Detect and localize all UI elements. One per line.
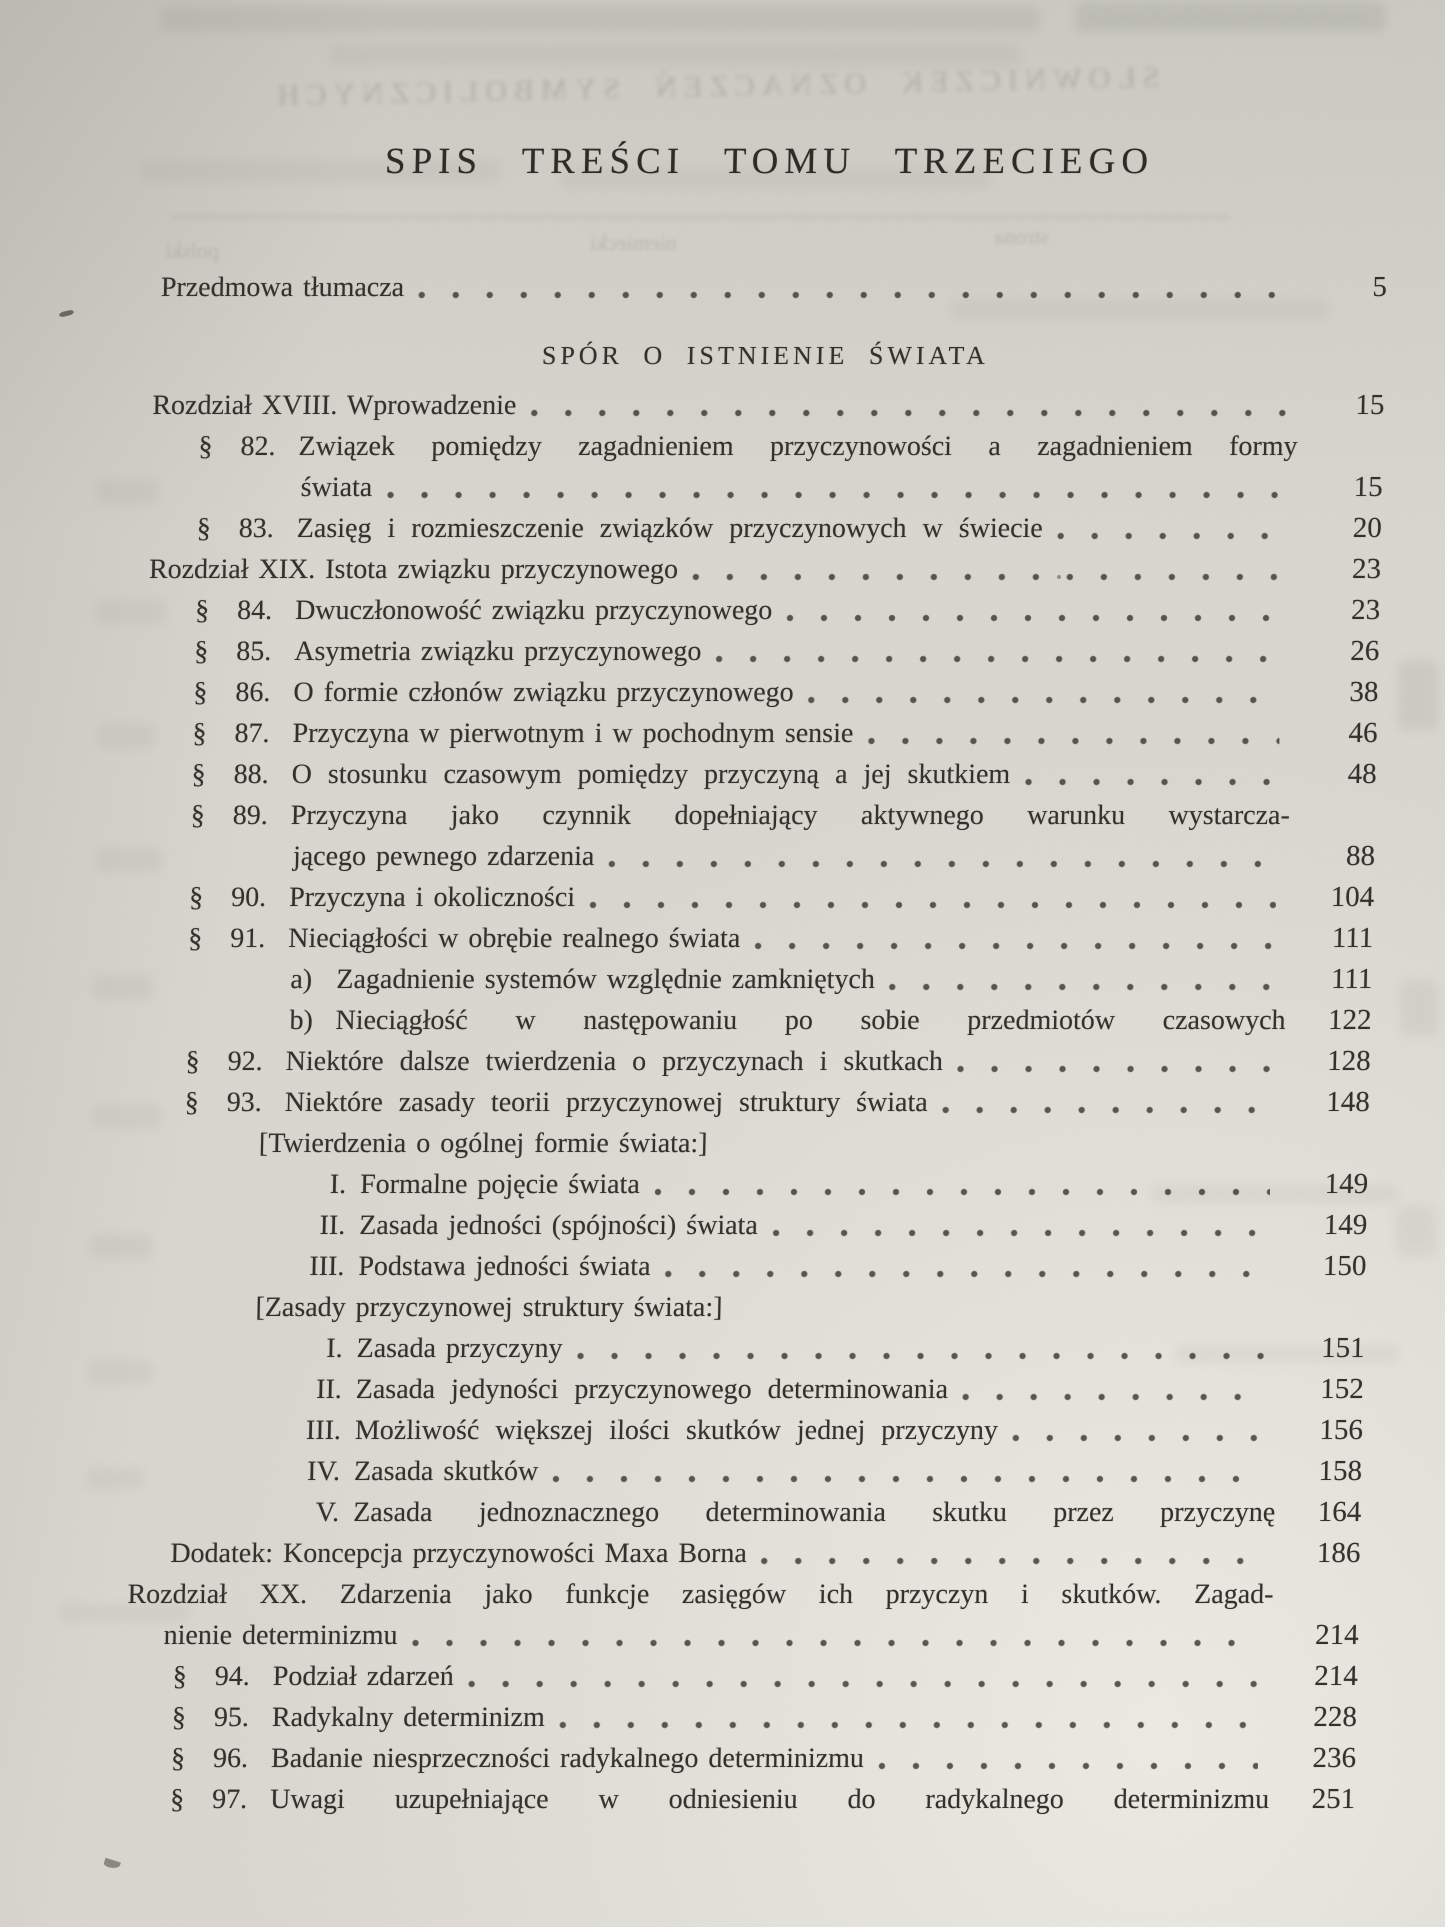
entry-text: Zasada jedyności przyczynowego determinowania (355, 1374, 949, 1405)
page-number: 23 (1350, 594, 1381, 626)
toc-entry (123, 1410, 1364, 1451)
toc-entry (137, 713, 1378, 754)
section-number: 90. (230, 882, 267, 913)
entry-text: Nieciągłości w obrębie realnego świata (287, 923, 741, 954)
toc-entry (135, 795, 1376, 836)
entry-text: Dwuczłonowość związku przyczynowego (294, 595, 773, 626)
bleed-through-smudge (1075, 2, 1385, 32)
part-heading: SPÓR O ISTNIENIE ŚWIATA (541, 341, 990, 370)
toc-entry (127, 1574, 1360, 1615)
section-mark: § (187, 923, 203, 954)
section-mark: § (190, 800, 206, 831)
toc-entry (124, 1328, 1365, 1369)
page-title: SPIS TREŚCI TOMU TRZECIEGO (384, 141, 1155, 182)
page-number: 26 (1349, 635, 1380, 667)
page-number: 20 (1352, 512, 1383, 544)
dot-leader (754, 942, 1275, 950)
toc-entry (255, 1287, 1366, 1328)
entry-text: Zasada jednoznacznego determinowania skutku przez przyczynę (352, 1497, 1276, 1528)
bleed-through-smudge (1398, 660, 1438, 730)
dot-leader (530, 409, 1286, 417)
toc-entry (149, 549, 1382, 590)
entry-text: Niektóre dalsze twierdzenia o przyczynach i skutkach (285, 1046, 944, 1077)
toc-entry (259, 1123, 1370, 1164)
entry-text: Rozdział XVIII. Wprowadzenie (152, 390, 517, 421)
toc-entry (133, 918, 1374, 959)
page-number: 122 (1327, 1004, 1372, 1036)
dot-leader (411, 1639, 1260, 1647)
dot-leader (589, 901, 1276, 909)
entry-text: O stosunku czasowym pomiędzy przyczyną a jej skutkiem (291, 759, 1011, 790)
entry-text: Badanie niesprzeczności radykalnego determinizmu (270, 1743, 865, 1774)
bleed-through-smudge (160, 6, 1040, 32)
page-number: 46 (1348, 717, 1378, 749)
bleed-through-word-niemiecki: niemiecki (590, 230, 677, 255)
entry-text: Nieciągłość w następowaniu po sobie przedmiotów czasowych (335, 1005, 1286, 1036)
section-mark: § (196, 513, 212, 544)
page-number: 214 (1314, 1619, 1360, 1651)
page-number: 48 (1347, 758, 1378, 790)
dot-leader (786, 614, 1282, 622)
section-number: 83. (238, 513, 275, 544)
section-number: 84. (236, 595, 273, 626)
page-number: 251 (1311, 1783, 1356, 1815)
entry-text: [Zasady przyczynowej struktury świata:] (255, 1292, 723, 1323)
toc-entries (115, 267, 1388, 1820)
page-number: 151 (1320, 1332, 1366, 1364)
bleed-through-word-strona: strona (995, 224, 1049, 249)
entry-text: Związek pomiędzy zagadnieniem przyczynowości a zagadnieniem formy (298, 431, 1298, 462)
dot-leader (654, 1188, 1270, 1196)
entry-text: Podstawa jedności świata (358, 1251, 651, 1282)
toc-entry (122, 1451, 1363, 1492)
toc-entry (126, 1246, 1367, 1287)
dot-leader (552, 1475, 1264, 1483)
dot-leader (1012, 1434, 1265, 1442)
dot-leader (878, 1762, 1258, 1770)
entry-text: Asymetria związku przyczynowego (293, 636, 702, 667)
section-mark: § (194, 595, 210, 626)
toc-entry (117, 1697, 1358, 1738)
toc-entry (293, 836, 1376, 877)
entry-text: Rozdział XX. Zdarzenia jako funkcje zasięgów ich przyczyn i skutków. Zagad- (127, 1579, 1274, 1610)
item-prefix: V. (315, 1497, 340, 1528)
dot-leader (957, 1065, 1273, 1073)
toc-entry (163, 1615, 1359, 1656)
entry-text: Zasada przyczyny (356, 1333, 563, 1364)
item-prefix: b) (289, 1005, 314, 1036)
toc-entry (131, 1000, 1372, 1041)
item-prefix: a) (290, 964, 313, 995)
entry-text: Radykalny determinizm (271, 1702, 546, 1733)
ink-fleck (103, 1858, 121, 1871)
section-mark: § (193, 677, 208, 708)
entry-text: Zagadnienie systemów względnie zamkniętych (336, 964, 876, 995)
entry-text: Zasada skutków (353, 1456, 539, 1487)
page-number: 23 (1351, 553, 1382, 585)
section-number: 91. (229, 923, 266, 954)
dot-leader (962, 1393, 1266, 1401)
toc-entry (170, 1533, 1361, 1574)
page-number: 236 (1312, 1742, 1357, 1774)
page-number: 15 (1355, 389, 1385, 421)
section-mark: § (185, 1046, 201, 1077)
dot-leader (608, 860, 1277, 868)
toc-entry (152, 385, 1385, 426)
section-number: 95. (213, 1702, 250, 1733)
entry-text: O formie członów związku przyczynowego (293, 677, 795, 708)
toc-entry (115, 1779, 1356, 1820)
page-number: 88 (1345, 840, 1376, 872)
bleed-through-smudge (1396, 1205, 1436, 1257)
entry-text: Przedmowa tłumacza (160, 272, 405, 303)
section-mark: § (169, 1784, 185, 1815)
section-number: 93. (226, 1087, 263, 1118)
toc-entry (117, 1656, 1358, 1697)
item-prefix: III. (309, 1251, 345, 1282)
page-number: 214 (1313, 1660, 1359, 1692)
bleed-through-smudge (330, 44, 1020, 66)
page-number: 104 (1330, 881, 1375, 913)
entry-text: Podział zdarzeń (272, 1661, 455, 1692)
item-prefix: II. (319, 1210, 346, 1241)
toc-entry (121, 1492, 1362, 1533)
section-mark: § (170, 1743, 186, 1774)
bleed-through-heading: SŁOWNICZEK OZNACZEŃ SYMBOLICZNYCH (270, 60, 1160, 113)
entry-text: Możliwość większej ilości skutków jednej przyczyny (354, 1415, 999, 1446)
toc-entry (300, 467, 1383, 508)
dot-leader (559, 1721, 1259, 1729)
item-prefix: II. (315, 1374, 343, 1405)
page-number: 128 (1326, 1045, 1372, 1077)
entry-text: [Twierdzenia o ogólnej formie świata:] (258, 1128, 708, 1159)
entry-text: Rozdział XIX. Istota związku przyczynowego (148, 554, 679, 585)
entry-text: Przyczyna i okoliczności (288, 882, 576, 913)
bleed-through-smudge (1400, 980, 1438, 1036)
page-number: 111 (1331, 922, 1374, 954)
entry-text: Formalne pojęcie świata (359, 1169, 641, 1200)
section-mark: § (191, 759, 207, 790)
dot-leader (1057, 532, 1284, 540)
item-prefix: I. (326, 1333, 344, 1364)
dot-leader (772, 1229, 1270, 1237)
page-number: 148 (1326, 1086, 1371, 1118)
entry-text: Uwagi uzupełniające w odniesieniu do radykalnego determinizmu (269, 1784, 1270, 1815)
dot-leader (807, 696, 1280, 704)
toc-entry (129, 1082, 1370, 1123)
item-prefix: III. (305, 1415, 342, 1446)
toc-entry (116, 1738, 1357, 1779)
table-of-contents (115, 140, 1390, 1820)
entry-text: świata (300, 472, 373, 503)
toc-entry (160, 267, 1387, 308)
toc-entry (132, 959, 1373, 1000)
toc-entry (143, 426, 1384, 467)
section-number: 88. (233, 759, 270, 790)
page-number: 186 (1316, 1537, 1361, 1569)
section-mark: § (192, 718, 207, 749)
toc-entry (140, 590, 1381, 631)
page-number: 156 (1319, 1414, 1364, 1446)
section-number: 82. (240, 431, 276, 462)
page-number: 111 (1330, 963, 1373, 995)
toc-entry (123, 1369, 1364, 1410)
entry-text: jącego pewnego zdarzenia (292, 841, 595, 872)
dot-leader (942, 1106, 1272, 1114)
page-number: 149 (1324, 1168, 1369, 1200)
page-number: 158 (1318, 1455, 1363, 1487)
section-number: 97. (211, 1784, 248, 1815)
dot-leader (715, 655, 1281, 663)
section-number: 96. (212, 1743, 249, 1774)
page-number: 228 (1313, 1701, 1358, 1733)
entry-text: Zasada jedności (spójności) świata (358, 1210, 759, 1241)
dot-leader (867, 737, 1279, 745)
entry-text: Zasięg i rozmieszczenie związków przyczynowych w świecie (296, 513, 1044, 544)
bleed-through-word-polski: polski (165, 238, 219, 263)
section-mark: § (184, 1087, 200, 1118)
page-number: 5 (1372, 271, 1388, 303)
dot-leader (761, 1557, 1263, 1565)
section-number: 92. (227, 1046, 264, 1077)
dot-leader (418, 291, 1289, 299)
item-prefix: IV. (306, 1456, 341, 1487)
section-number: 89. (232, 800, 269, 831)
ink-fleck (59, 309, 75, 317)
section-mark: § (171, 1702, 187, 1733)
dot-leader (664, 1270, 1268, 1278)
dot-leader (468, 1680, 1260, 1688)
toc-entry (141, 508, 1382, 549)
section-number: 86. (235, 677, 271, 708)
entry-text: Dodatek: Koncepcja przyczynowości Maxa Borna (170, 1538, 748, 1569)
toc-entry (128, 1164, 1369, 1205)
page-number: 164 (1317, 1496, 1362, 1528)
section-number: 85. (235, 636, 272, 667)
ink-fleck (1057, 575, 1061, 579)
page-number: 152 (1320, 1373, 1365, 1405)
entry-text: Przyczyna w pierwotnym i w pochodnym sensie (292, 718, 854, 749)
entry-text: nienie determinizmu (163, 1620, 398, 1651)
section-mark: § (198, 431, 213, 462)
toc-entry (139, 631, 1380, 672)
item-prefix: I. (329, 1169, 347, 1200)
section-mark: § (193, 636, 209, 667)
dot-leader (692, 573, 1283, 581)
section-mark: § (172, 1661, 188, 1692)
dot-leader (386, 491, 1285, 499)
entry-text: Przyczyna jako czynnik dopełniający aktywnego warunku wystarcza- (290, 800, 1291, 831)
section-number: 87. (234, 718, 270, 749)
toc-entry (138, 672, 1379, 713)
dot-leader (576, 1352, 1266, 1360)
toc-entry (136, 754, 1377, 795)
section-mark: § (188, 882, 204, 913)
dot-leader (889, 983, 1275, 991)
page-number: 149 (1323, 1209, 1368, 1241)
toc-entry (130, 1041, 1371, 1082)
page-number: 150 (1322, 1250, 1367, 1282)
toc-entry (127, 1205, 1368, 1246)
entry-text: Niektóre zasady teorii przyczynowej struktury świata (284, 1087, 929, 1118)
page-number: 38 (1349, 676, 1379, 708)
dot-leader (1024, 778, 1279, 786)
page-number: 15 (1353, 471, 1384, 503)
section-number: 94. (214, 1661, 251, 1692)
toc-entry (134, 877, 1375, 918)
